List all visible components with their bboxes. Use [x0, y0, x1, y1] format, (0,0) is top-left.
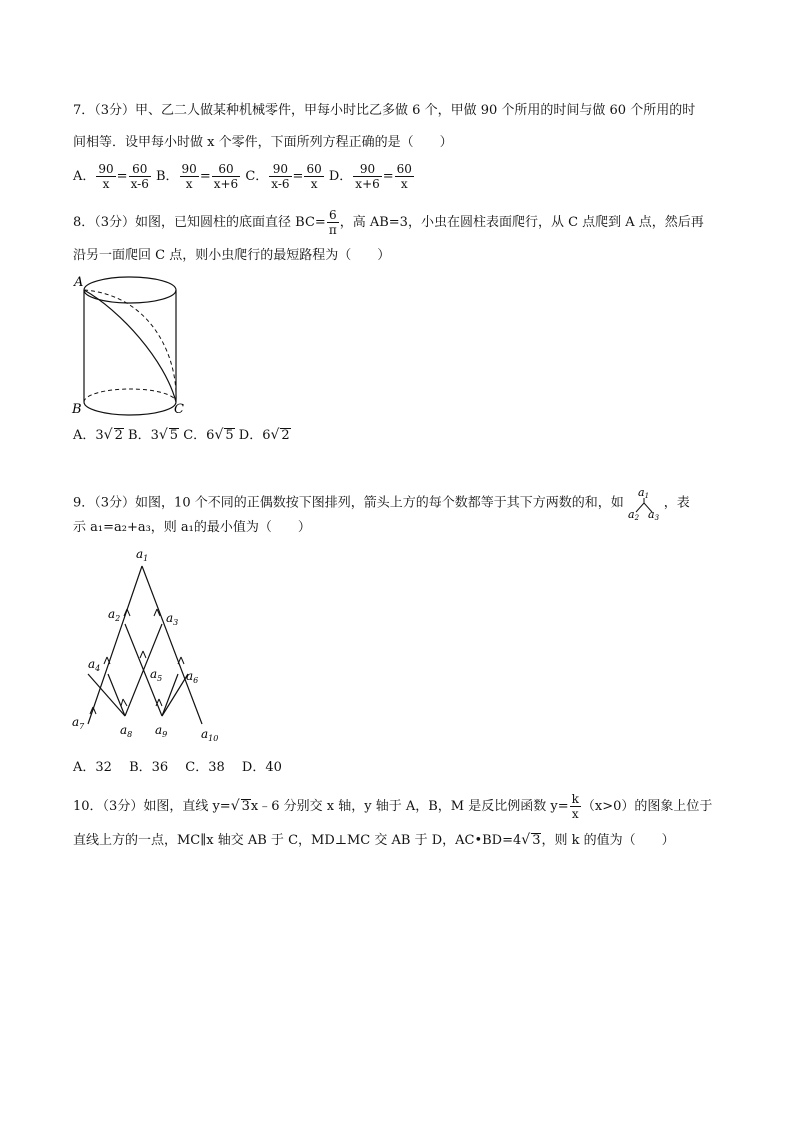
- q9-options: A．32 B．36 C．38 D．40: [73, 760, 282, 775]
- mini-a2: a2: [627, 508, 639, 520]
- node-a5: $a_5$: [150, 667, 163, 683]
- q8-option-a: A．3√ 2: [73, 427, 123, 443]
- triangle-arrow-figure: [68, 546, 228, 744]
- q8-line2: 沿另一面爬回 C 点，则小虫爬行的最短路程为（ ）: [73, 248, 391, 263]
- node-a7: $a_7$: [72, 715, 85, 731]
- q8-line1: 8．（3分）如图，已知圆柱的底面直径 BC= $\frac{6}{\pi}$ ，高 AB=3，小虫在圆柱表面爬行，从 C 点爬到 A 点，然后再: [73, 208, 704, 237]
- node-a10: $a_{10}$: [201, 727, 219, 743]
- node-a6: $a_6$: [186, 669, 199, 685]
- node-a3: $a_3$: [166, 611, 179, 627]
- q7-line2: 间相等．设甲每小时做 x 个零件，下面所列方程正确的是（ ）: [73, 135, 453, 150]
- q7-option-c: C． $\frac{90}{x-6}$ = $\frac{60}{x}$: [245, 162, 322, 191]
- q8-option-c: C．6√ 5: [183, 427, 234, 443]
- label-c: C: [174, 402, 184, 417]
- mini-a1: a1: [637, 486, 649, 500]
- node-a4: $a_4$: [88, 657, 101, 673]
- q10-line1: 10．（3分）如图，直线 y=√ 3x﹣6 分别交 x 轴，y 轴于 A，B，M 是反比例函数 y= $\frac{k}{x}$ （x>0）的图象上位于: [73, 792, 713, 821]
- cylinder-figure: [70, 270, 190, 418]
- node-a8: $a_8$: [120, 723, 133, 739]
- q7-option-d: D． $\frac{90}{x+6}$ = $\frac{60}{x}$: [328, 162, 412, 191]
- q9-line1: 9．（3分）如图，10 个不同的正偶数按下图排列，箭头上方的每个数都等于其下方两数的和，如 a1 a2 a3 ，表: [73, 486, 690, 520]
- label-b: B: [72, 402, 82, 417]
- path-front-curve: [84, 290, 176, 402]
- node-a2: $a_2$: [108, 607, 121, 623]
- path-back-curve: [84, 290, 176, 402]
- q9-line2: 示 a₁=a₂+a₃，则 a₁的最小值为（ ）: [73, 520, 311, 535]
- cylinder-bottom-back: [84, 389, 176, 402]
- label-a: A: [74, 275, 84, 290]
- mini-a3: a3: [647, 508, 659, 520]
- q7-line1: 7．（3分）甲、乙二人做某种机械零件，甲每小时比乙多做 6 个，甲做 90 个所用的时间与做 60 个所用的时: [73, 103, 696, 118]
- q7-option-a: A． $\frac{90}{x}$ = $\frac{60}{x-6}$: [73, 162, 149, 191]
- q8-option-d: D．6√ 2: [238, 427, 290, 443]
- q8-option-b: B．3√ 5: [128, 427, 179, 443]
- q8-options: [73, 425, 291, 446]
- q7-option-b: B． $\frac{90}{x}$ = $\frac{60}{x+6}$: [155, 162, 239, 191]
- q7-options: [73, 162, 415, 191]
- mini-arrow-figure: [626, 486, 662, 520]
- node-a1: $a_1$: [136, 547, 149, 563]
- node-a9: $a_9$: [155, 723, 168, 739]
- cylinder-bottom-front: [84, 402, 176, 415]
- q10-line2: 直线上方的一点，MC∥x 轴交 AB 于 C，MD⊥MC 交 AB 于 D，AC•BD=4√ 3，则 k 的值为（ ）: [73, 832, 675, 848]
